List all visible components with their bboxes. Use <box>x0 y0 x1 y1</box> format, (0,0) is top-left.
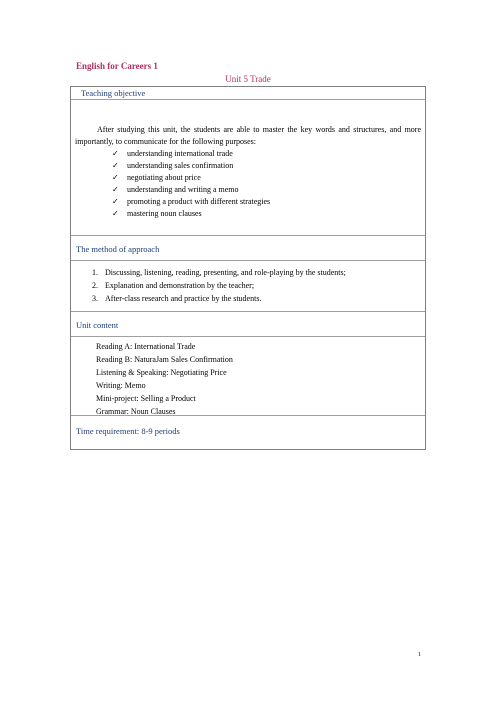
list-item: Writing: Memo <box>96 381 146 390</box>
method-item-label: Discussing, listening, reading, presenting, and role-playing by the students; <box>105 268 346 277</box>
checkmark-icon: ✓ <box>112 209 119 218</box>
list-item <box>112 160 421 172</box>
page-number: 1 <box>418 652 421 658</box>
objective-item-label: negotiating about price <box>127 173 201 182</box>
objective-item-label: mastering noun clauses <box>127 209 202 218</box>
teaching-objective-body <box>71 100 425 236</box>
checkmark-icon: ✓ <box>112 161 119 170</box>
method-heading: The method of approach <box>71 236 425 261</box>
checkmark-icon: ✓ <box>112 173 119 182</box>
list-item: Grammar: Noun Clauses <box>96 407 176 416</box>
teaching-objective-heading: Teaching objective <box>71 87 425 100</box>
list-item <box>92 292 421 305</box>
checkmark-icon: ✓ <box>112 185 119 194</box>
list-number: 3. <box>92 294 98 303</box>
method-list <box>92 266 421 305</box>
unit-content-body <box>71 337 425 416</box>
course-title: English for Careers 1 <box>76 61 158 71</box>
list-number: 1. <box>92 268 98 277</box>
method-body <box>71 261 425 312</box>
unit-content-list <box>96 340 421 418</box>
list-item: Mini-project: Selling a Product <box>96 394 196 403</box>
objective-item-label: understanding international trade <box>127 149 233 158</box>
list-item: Listening & Speaking: Negotiating Price <box>96 368 227 377</box>
method-item-label: Explanation and demonstration by the teacher; <box>105 281 255 290</box>
checkmark-icon: ✓ <box>112 149 119 158</box>
list-item <box>92 266 421 279</box>
method-item-label: After-class research and practice by the students. <box>105 294 262 303</box>
objective-intro: After studying this unit, the students are able to master the key words and structures, and more importantly, to communicate for the following purposes: <box>75 125 421 146</box>
unit-content-heading: Unit content <box>71 312 425 337</box>
list-number: 2. <box>92 281 98 290</box>
objective-list <box>75 148 421 220</box>
checkmark-icon: ✓ <box>112 197 119 206</box>
list-item: Reading B: NaturaJam Sales Confirmation <box>96 355 233 364</box>
list-item <box>92 279 421 292</box>
objective-item-label: understanding sales confirmation <box>127 161 234 170</box>
objective-item-label: understanding and writing a memo <box>127 185 239 194</box>
time-requirement: Time requirement: 8-9 periods <box>76 426 180 436</box>
list-item <box>112 196 421 208</box>
list-item <box>112 184 421 196</box>
list-item <box>112 148 421 160</box>
list-item <box>112 172 421 184</box>
list-item: Reading A: International Trade <box>96 342 196 351</box>
objective-item-label: promoting a product with different strategies <box>127 197 271 206</box>
list-item <box>112 208 421 220</box>
unit-title: Unit 5 Trade <box>225 74 271 84</box>
lesson-plan-table <box>70 86 426 450</box>
